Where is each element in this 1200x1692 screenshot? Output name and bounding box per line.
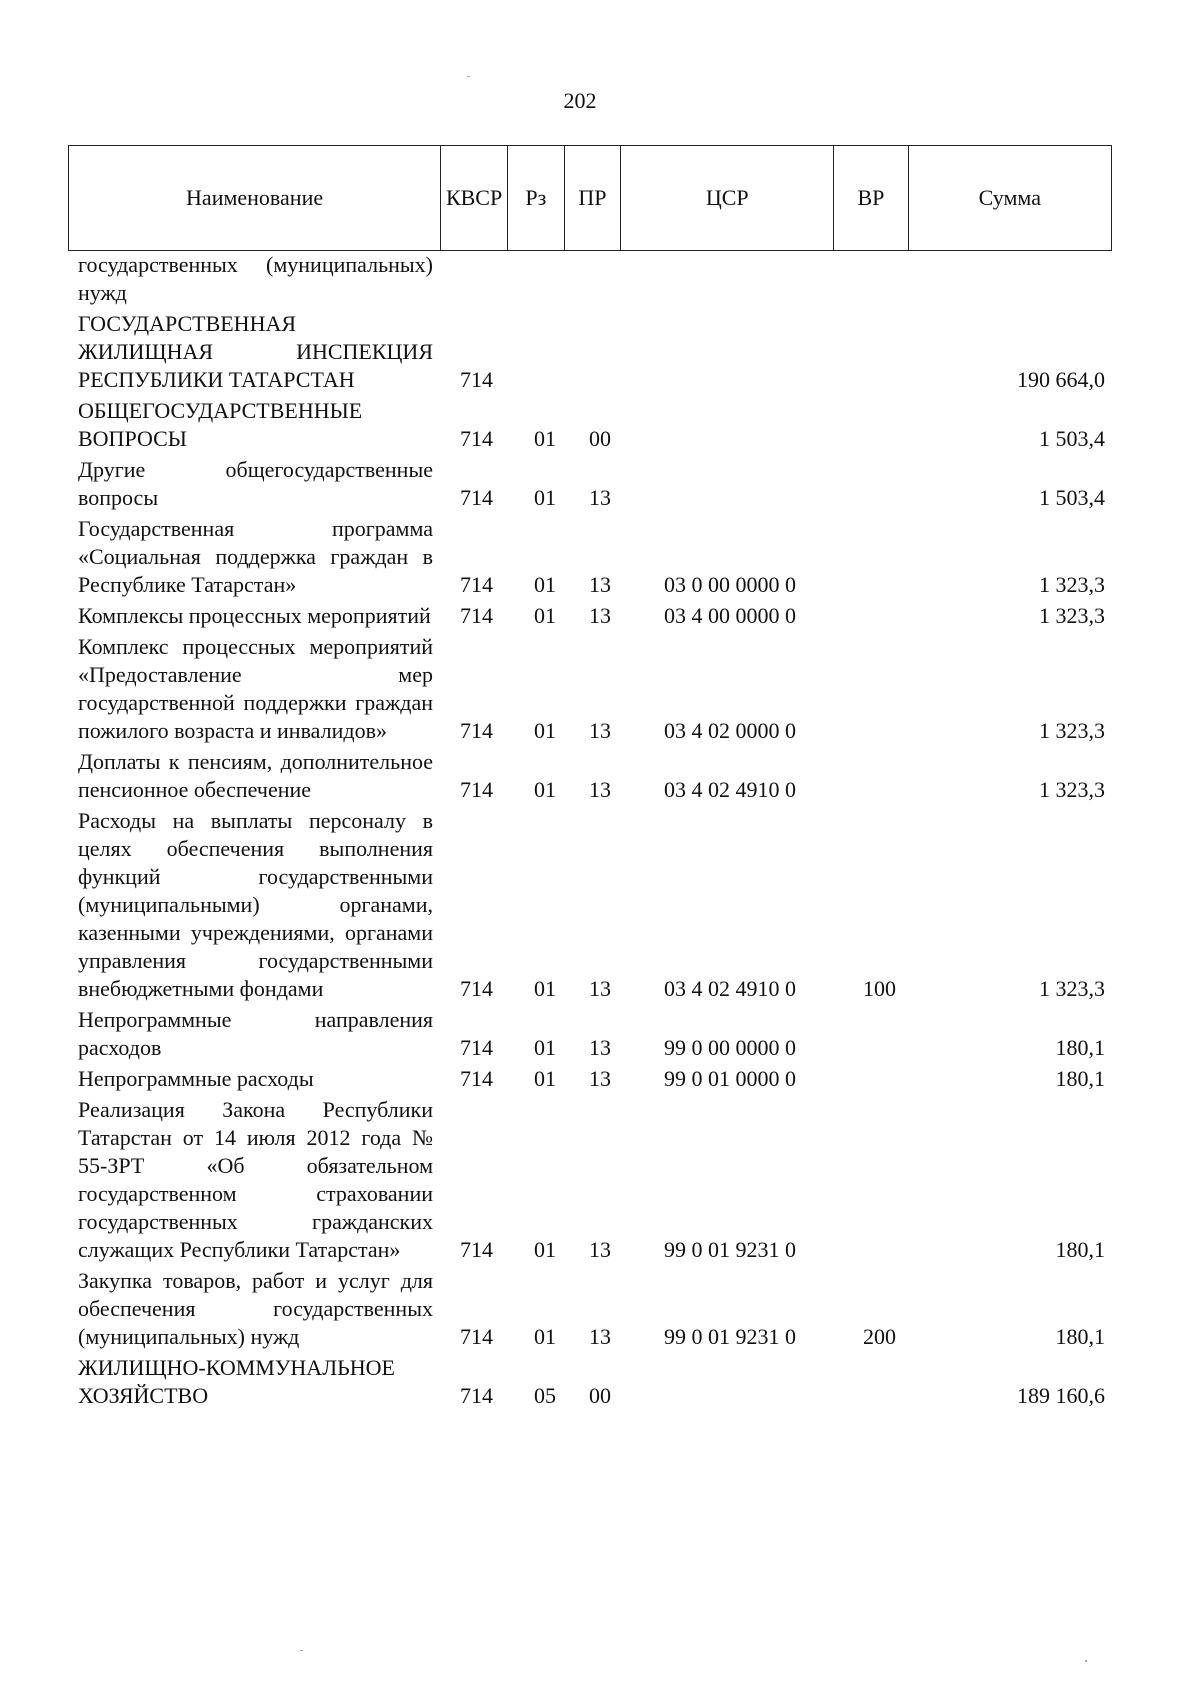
row-rz: 05 [534,1383,556,1408]
row-csr: 99 0 01 9231 0 [664,1324,796,1349]
row-vr: 100 [863,976,896,1001]
row-csr: 03 4 00 0000 0 [664,603,796,628]
row-rz: 01 [534,777,556,802]
row-kvsr: 714 [460,976,493,1001]
row-pr: 00 [589,1383,611,1408]
row-name: ЖИЛИЩНО-КОММУНАЛЬНОЕ ХОЗЯЙСТВО [78,1355,395,1408]
row-kvsr: 714 [460,1035,493,1060]
row-vr: 200 [863,1324,896,1349]
table-row [0,748,1200,804]
row-rz: 01 [534,572,556,597]
table-row [0,1354,1200,1410]
row-pr: 13 [589,603,611,628]
row-rz: 01 [534,1066,556,1091]
row-kvsr: 714 [460,367,493,392]
row-kvsr: 714 [460,1237,493,1262]
row-pr: 13 [589,1237,611,1262]
row-name: Другие общегосударственные вопросы [78,457,433,510]
row-pr: 13 [589,572,611,597]
table-row [0,397,1200,453]
row-sum: 180,1 [1055,1035,1105,1060]
row-kvsr: 714 [460,426,493,451]
row-kvsr: 714 [460,777,493,802]
header-vr: ВР [834,146,908,251]
header-pr: ПР [564,146,621,251]
row-name: Государственная программа «Социальная поддержка граждан в Республике Татарстан» [78,516,433,597]
row-kvsr: 714 [460,572,493,597]
row-name: Непрограммные направления расходов [78,1007,433,1060]
row-pr: 13 [589,777,611,802]
table-row [0,602,1200,630]
table-row [0,515,1200,599]
row-csr: 99 0 01 9231 0 [664,1237,796,1262]
row-sum: 1 323,3 [1039,603,1105,628]
row-name: государственных (муниципальных) нужд [78,252,433,305]
row-name: ГОСУДАРСТВЕННАЯ ЖИЛИЩНАЯ ИНСПЕКЦИЯ РЕСПУБЛИКИ ТАТАРСТАН [78,311,433,392]
row-sum: 1 323,3 [1039,777,1105,802]
header-csr: ЦСР [621,146,834,251]
row-sum: 1 323,3 [1039,572,1105,597]
table-row [0,807,1200,1003]
row-kvsr: 714 [460,1324,493,1349]
row-kvsr: 714 [460,1383,493,1408]
row-name: Непрограммные расходы [78,1066,314,1091]
table-row [0,1267,1200,1351]
row-name: Комплекс процессных мероприятий «Предоставление мер государственной поддержки граждан пожилого возраста и инвалидов» [78,634,433,743]
row-kvsr: 714 [460,485,493,510]
row-sum: 180,1 [1055,1066,1105,1091]
row-name: Закупка товаров, работ и услуг для обеспечения государственных (муниципальных) нужд [78,1268,433,1349]
row-rz: 01 [534,1324,556,1349]
row-pr: 13 [589,1324,611,1349]
header-name: Наименование [69,146,441,251]
row-csr: 03 4 02 4910 0 [664,976,796,1001]
row-kvsr: 714 [460,718,493,743]
row-kvsr: 714 [460,1066,493,1091]
row-sum: 1 323,3 [1039,976,1105,1001]
table-row [0,456,1200,512]
table-row [0,1065,1200,1093]
row-sum: 189 160,6 [1017,1383,1105,1408]
page-number: 202 [563,88,597,113]
row-sum: 180,1 [1055,1237,1105,1262]
header-sum: Сумма [908,146,1111,251]
row-name: Реализация Закона Республики Татарстан от 14 июля 2012 года № 55-ЗРТ «Об обязательном государственном страховании государственных гражданских служащих Республики Татарстан» [78,1097,433,1262]
row-sum: 1 323,3 [1039,718,1105,743]
row-name: Расходы на выплаты персоналу в целях обеспечения выполнения функций государственными (муниципальными) органами, казенными учреждениями, органами управления государственными внебюджетными фондами [78,808,433,1001]
row-kvsr: 714 [460,603,493,628]
row-rz: 01 [534,603,556,628]
table-row [0,310,1200,394]
table-header [68,145,1112,251]
scan-speck [1085,1660,1087,1662]
header-kvsr: КВСР [441,146,508,251]
row-pr: 13 [589,485,611,510]
row-pr: 13 [589,1035,611,1060]
row-rz: 01 [534,1237,556,1262]
row-pr: 13 [589,1066,611,1091]
header-row [69,146,1112,251]
row-csr: 03 4 02 4910 0 [664,777,796,802]
table-body [0,251,1200,1410]
row-csr: 99 0 01 0000 0 [664,1066,796,1091]
scan-speck [300,1650,303,1651]
scan-speck [467,76,470,77]
row-rz: 01 [534,426,556,451]
row-sum: 180,1 [1055,1324,1105,1349]
row-pr: 00 [589,426,611,451]
row-rz: 01 [534,1035,556,1060]
header-rz: Рз [508,146,565,251]
table-row [0,633,1200,745]
table-row [0,251,1200,307]
row-pr: 13 [589,976,611,1001]
row-sum: 190 664,0 [1017,367,1105,392]
row-rz: 01 [534,976,556,1001]
row-pr: 13 [589,718,611,743]
row-rz: 01 [534,718,556,743]
row-name: Доплаты к пенсиям, дополнительное пенсионное обеспечение [78,749,433,802]
row-rz: 01 [534,485,556,510]
table-row [0,1096,1200,1264]
row-name: ОБЩЕГОСУДАРСТВЕННЫЕ ВОПРОСЫ [78,398,363,451]
row-sum: 1 503,4 [1039,485,1105,510]
row-csr: 03 4 02 0000 0 [664,718,796,743]
table-row [0,1006,1200,1062]
row-csr: 03 0 00 0000 0 [664,572,796,597]
row-sum: 1 503,4 [1039,426,1105,451]
row-csr: 99 0 00 0000 0 [664,1035,796,1060]
row-name: Комплексы процессных мероприятий [78,603,431,628]
